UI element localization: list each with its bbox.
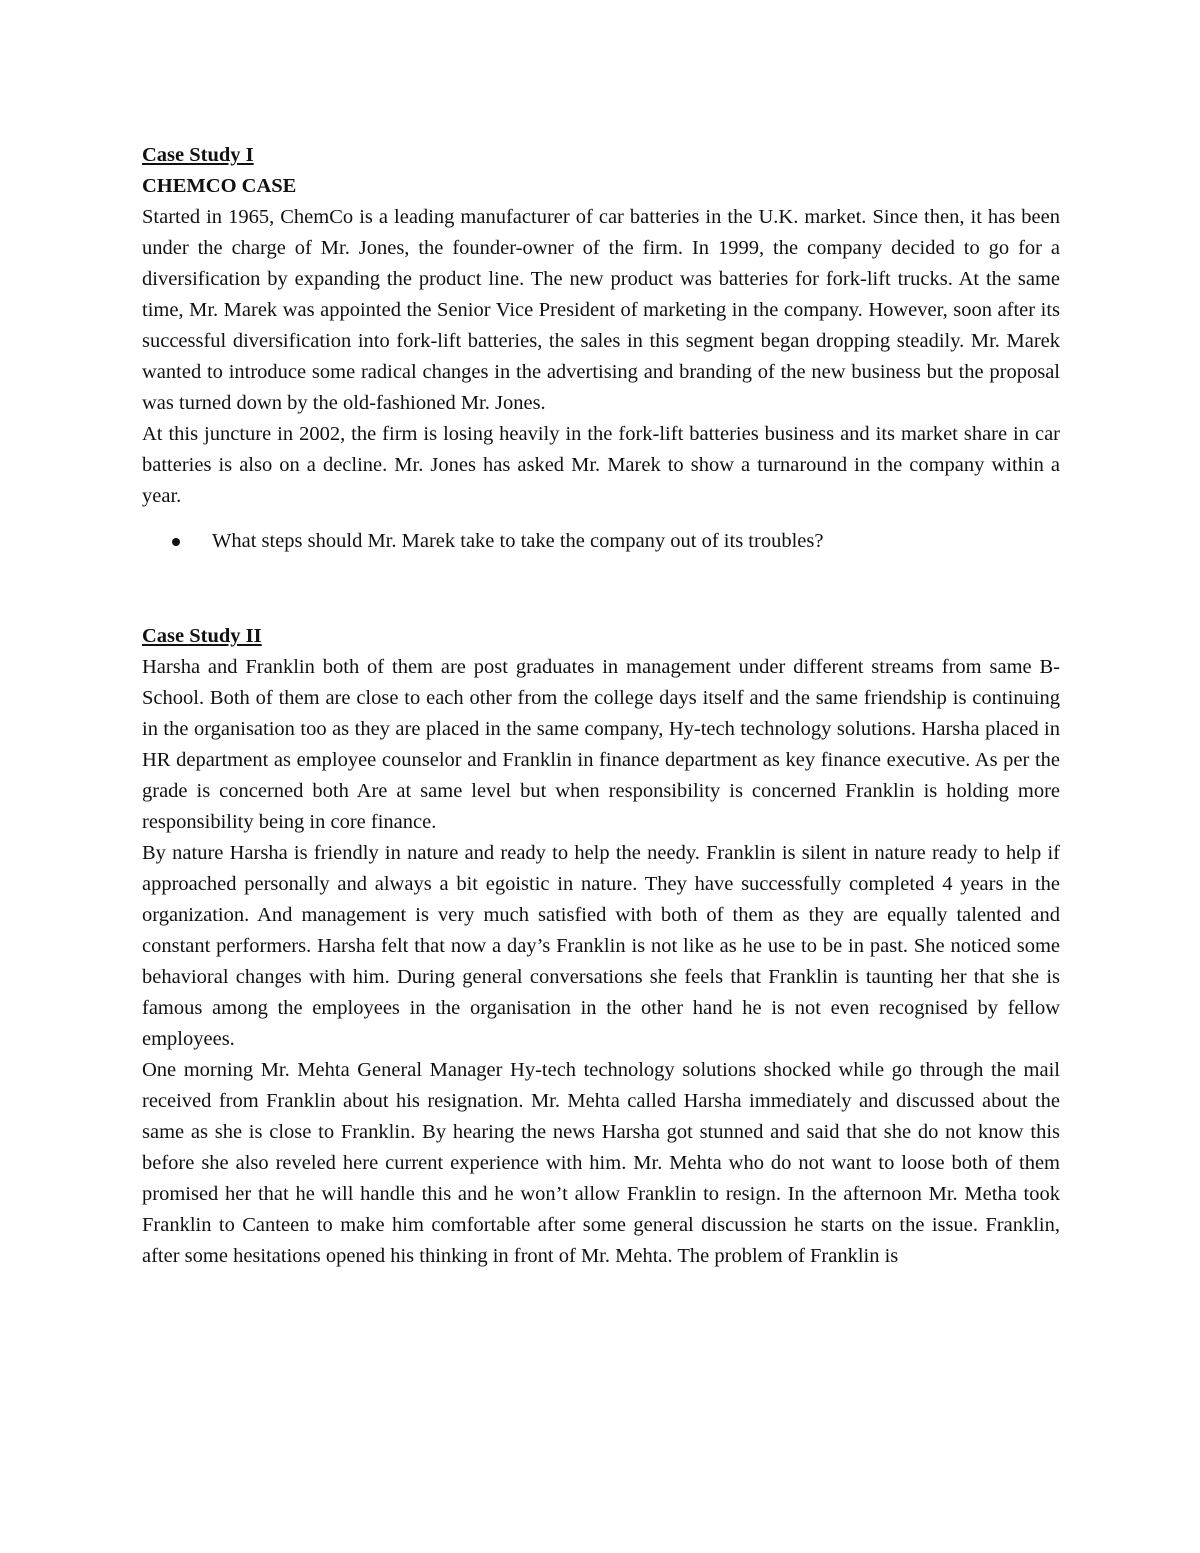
case-study-1-title: CHEMCO CASE bbox=[142, 175, 297, 197]
case-study-1-body-continued: At this juncture in 2002, the firm is losing heavily in the fork-lift batteries business and its market share in car batteries is also on a decline. Mr. Jones has asked Mr. Marek to show a turnaround in the company within a year. bbox=[142, 423, 1060, 507]
case-study-2-paragraph-3: One morning Mr. Mehta General Manager Hy-tech technology solutions shocked while go through the mail received from Franklin about his resignation. Mr. Mehta called Harsha immediately and discussed about the same as she is close to Franklin. By hearing the news Harsha got stunned and said that she do not know this before she also reveled here current experience with him. Mr. Mehta who do not want to loose both of them promised her that he will handle this and he won’t allow Franklin to resign. In the afternoon Mr. Metha took Franklin to Canteen to make him comfortable after some general discussion he starts on the issue. Franklin, after some hesitations opened his thinking in front of Mr. Mehta. The problem of Franklin is bbox=[142, 1059, 1060, 1267]
question-list bbox=[142, 526, 1060, 557]
case-study-2 bbox=[142, 621, 1060, 1272]
list-item bbox=[168, 526, 1060, 557]
question-text: What steps should Mr. Marek take to take the company out of its troubles? bbox=[212, 530, 824, 552]
bullet-icon bbox=[172, 538, 180, 546]
case-study-1 bbox=[142, 140, 1060, 557]
case-study-2-heading: Case Study II bbox=[142, 625, 262, 647]
case-study-2-paragraph-2: By nature Harsha is friendly in nature and ready to help the needy. Franklin is silent in nature ready to help if approached personally and always a bit egoistic in nature. They have successfully completed 4 years in the organization. And management is very much satisfied with both of them as they are equally talented and constant performers. Harsha felt that now a day’s Franklin is not like as he use to be in past. She noticed some behavioral changes with him. During general conversations she feels that Franklin is taunting her that she is famous among the employees in the organisation in the other hand he is not even recognised by fellow employees. bbox=[142, 842, 1060, 1050]
section-spacer bbox=[142, 557, 1060, 621]
document-page bbox=[142, 140, 1060, 1272]
case-study-1-heading: Case Study I bbox=[142, 144, 254, 166]
case-study-2-paragraph-1: Harsha and Franklin both of them are post graduates in management under different streams from same B-School. Both of them are close to each other from the college days itself and the same friendship is continuing in the organisation too as they are placed in the same company, Hy-tech technology solutions. Harsha placed in HR department as employee counselor and Franklin in finance department as key finance executive. As per the grade is concerned both Are at same level but when responsibility is concerned Franklin is holding more responsibility being in core finance. bbox=[142, 656, 1060, 833]
case-study-1-body: Started in 1965, ChemCo is a leading manufacturer of car batteries in the U.K. market. Since then, it has been under the charge of Mr. Jones, the founder-owner of the firm. In 1999, the company decided to go for a diversification by expanding the product line. The new product was batteries for fork-lift trucks. At the same time, Mr. Marek was appointed the Senior Vice President of marketing in the company. However, soon after its successful diversification into fork-lift batteries, the sales in this segment began dropping steadily. Mr. Marek wanted to introduce some radical changes in the advertising and branding of the new business but the proposal was turned down by the old-fashioned Mr. Jones. bbox=[142, 206, 1060, 414]
